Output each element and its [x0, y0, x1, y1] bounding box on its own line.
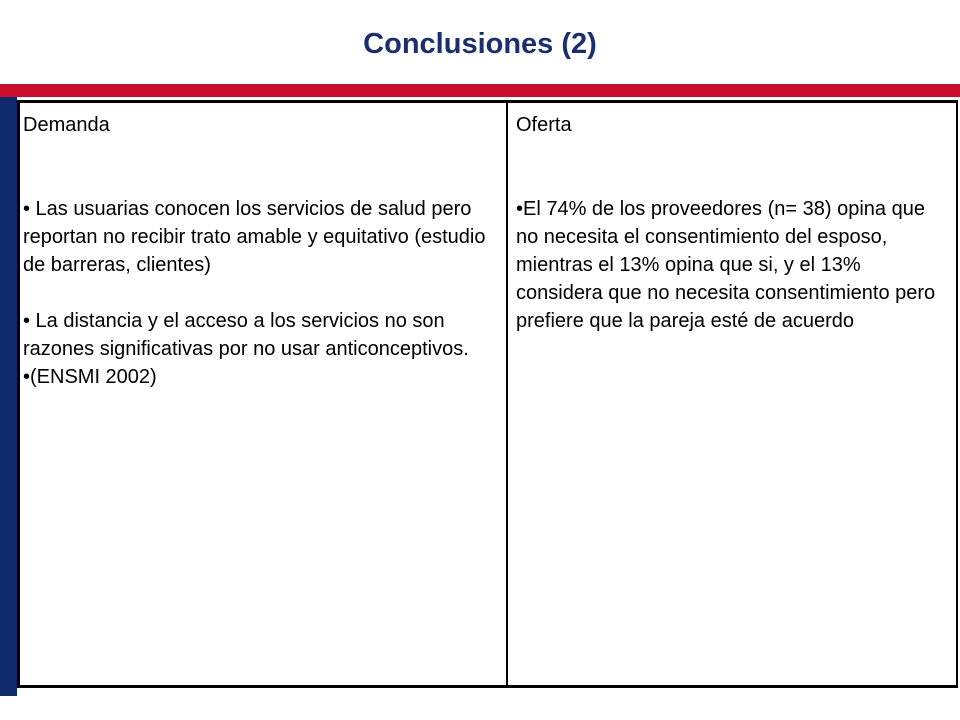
demand-header: Demanda: [23, 114, 110, 136]
offer-header: Oferta: [516, 114, 572, 136]
offer-column: [508, 103, 956, 685]
demand-point-2: • La distancia y el acceso a los servicios no son razones significativas por no usar anticonceptivos.: [23, 310, 469, 360]
offer-point-1: •El 74% de los proveedores (n= 38) opina que no necesita el consentimiento del esposo, mientras el 13% opina que si, y el 13% considera que no necesita consentimiento pero prefiere que la pareja esté de acuerdo: [516, 198, 936, 332]
conclusions-table: [17, 100, 958, 688]
slide-title: Conclusiones (2): [363, 28, 597, 60]
red-divider-line: [0, 84, 960, 97]
demand-column: [20, 103, 508, 685]
demand-source: •(ENSMI 2002): [23, 366, 157, 388]
left-accent-bar: [0, 84, 17, 696]
demand-point-1: • Las usuarias conocen los servicios de salud pero reportan no recibir trato amable y equitativo (estudio de barreras, clientes): [23, 198, 486, 276]
